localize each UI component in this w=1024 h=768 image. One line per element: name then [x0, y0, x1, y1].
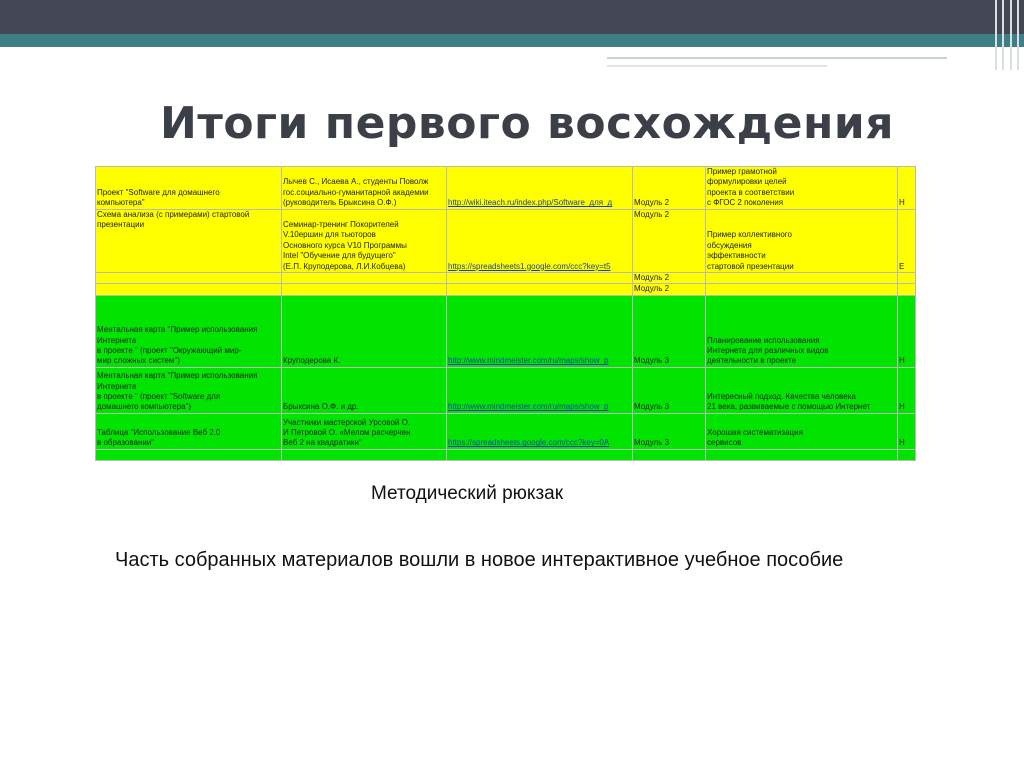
- cell-text: [634, 251, 704, 261]
- table-cell: [706, 449, 898, 460]
- cell-text: Модуль 3: [634, 356, 670, 366]
- cell-text: эффективности: [707, 251, 766, 261]
- slide-title: Итоги первого восхождения: [160, 98, 894, 149]
- caption: Методический рюкзак: [371, 483, 564, 504]
- decorative-line: [607, 57, 947, 59]
- table-cell[interactable]: [447, 367, 633, 413]
- cell-text: Планирование использования: [707, 335, 820, 345]
- table-cell: [633, 413, 706, 449]
- cell-text: Модуль 2: [634, 273, 670, 283]
- cell-text: [707, 273, 896, 283]
- body-text: Часть собранных материалов вошли в новое интерактивное учебное пособие: [115, 549, 844, 571]
- cell-text: Н: [899, 438, 905, 448]
- cell-text: Интернета: [97, 381, 137, 391]
- table-cell[interactable]: [447, 413, 633, 449]
- cell-text: сервисов: [707, 438, 742, 448]
- cell-text: деятельности в проекте: [707, 356, 797, 366]
- table-cell: [898, 284, 916, 295]
- table-cell: [706, 413, 898, 449]
- cell-text: [707, 220, 896, 230]
- cell-text: 21 века, развиваемые с помощью Интернет: [707, 402, 871, 412]
- cell-text: Модуль 3: [634, 402, 670, 412]
- cell-text: [707, 284, 896, 294]
- cell-text: в проекте " (проект "Окружающий мир-: [97, 346, 242, 356]
- table-cell: [898, 367, 916, 413]
- cell-text: Ментальная карта "Пример использования: [97, 371, 258, 381]
- cell-text: [283, 273, 445, 283]
- table-cell: [282, 284, 447, 295]
- table-cell: [282, 413, 447, 449]
- cell-text: Модуль 2: [634, 284, 670, 294]
- cell-text: Веб 2 на квадратики": [283, 438, 362, 448]
- table-cell: [633, 209, 706, 272]
- spreadsheet-image: [95, 166, 905, 448]
- table-cell[interactable]: [447, 209, 633, 272]
- table-cell: [633, 273, 706, 284]
- cell-text: [634, 241, 704, 251]
- table-cell: [447, 273, 633, 284]
- cell-text: [448, 450, 631, 460]
- cell-text: [283, 284, 445, 294]
- table-cell: [96, 209, 282, 272]
- table-cell: [898, 209, 916, 272]
- cell-text: (руководитель Брыксина О.Ф.): [283, 198, 397, 208]
- cell-text: гос.социально-гуманитарной академии: [283, 187, 429, 197]
- cell-text: стартовой презентации: [707, 261, 794, 271]
- table-row: [96, 367, 916, 413]
- cell-text: [97, 251, 280, 261]
- table-cell: [633, 284, 706, 295]
- table-cell: [898, 449, 916, 460]
- table-cell: [706, 209, 898, 272]
- cell-text: [899, 273, 914, 283]
- table-cell: [282, 295, 447, 367]
- table-cell: [96, 167, 282, 210]
- decorative-vertical-line: [1010, 0, 1012, 70]
- cell-text: в образовании": [97, 438, 155, 448]
- cell-text: Intel "Обучение для будущего": [283, 251, 396, 261]
- cell-text: Брыксина О.Ф. и др.: [283, 402, 359, 412]
- table-row: [96, 295, 916, 367]
- cell-text: https://spreadsheets.google.com/ccc?key=0A: [448, 438, 610, 448]
- cell-text: [97, 262, 280, 272]
- cell-text: Интернета для различных видов: [707, 346, 829, 356]
- decorative-vertical-line: [1017, 0, 1019, 70]
- decorative-vertical-line: [1002, 0, 1004, 70]
- cell-text: в проекте " (проект "Software для: [97, 392, 221, 402]
- cell-text: [97, 230, 280, 240]
- cell-text: проекта в соответствии: [707, 187, 795, 197]
- cell-text: [448, 284, 631, 294]
- table-row: [96, 209, 916, 272]
- cell-text: https://spreadsheets1.google.com/ccc?key=t5: [448, 261, 611, 271]
- table-cell: [706, 167, 898, 210]
- table-cell: [633, 449, 706, 460]
- cell-text: [97, 284, 280, 294]
- cell-text: Схема анализа (с примерами) стартовой: [97, 209, 250, 219]
- table-cell: [706, 273, 898, 284]
- cell-text: http://www.mindmeister.com/ru/maps/show_p: [448, 402, 609, 412]
- table-cell: [96, 284, 282, 295]
- table-cell: [706, 295, 898, 367]
- cell-text: (Е.П. Круподерова, Л.И.Кобцева): [283, 261, 406, 271]
- table-cell: [633, 295, 706, 367]
- cell-text: Лычев С., Исаева А., студенты Поволж: [283, 177, 429, 187]
- cell-text: [634, 220, 704, 230]
- table-cell: [96, 295, 282, 367]
- cell-text: формулировки целей: [707, 177, 787, 187]
- cell-text: Хорошая систематизация: [707, 428, 803, 438]
- cell-text: Основного курса V10 Программы: [283, 240, 407, 250]
- table-cell: [282, 209, 447, 272]
- decorative-vertical-line: [995, 0, 997, 70]
- cell-text: Е: [899, 261, 905, 271]
- cell-text: презентации: [97, 220, 145, 230]
- table-row: [96, 167, 916, 210]
- cell-text: обсуждения: [707, 240, 752, 250]
- table-cell[interactable]: [447, 167, 633, 210]
- cell-text: [899, 284, 914, 294]
- cell-text: Интересный подход. Качества человека: [707, 392, 856, 402]
- table-cell: [706, 284, 898, 295]
- teal-accent-band: [0, 34, 1024, 47]
- table-cell: [706, 367, 898, 413]
- cell-text: Таблица "Использование Веб 2.0: [97, 428, 221, 438]
- table-cell: [898, 413, 916, 449]
- cell-text: http://wiki.iteach.ru/index.php/Software_для_д: [448, 198, 613, 208]
- cell-text: Н: [899, 356, 905, 366]
- cell-text: Ментальная карта "Пример использования: [97, 325, 258, 335]
- table-cell: [633, 367, 706, 413]
- cell-text: [634, 450, 704, 460]
- cell-text: мир сложных систем"): [97, 356, 180, 366]
- cell-text: Н: [899, 198, 905, 208]
- cell-text: Модуль 2: [634, 198, 670, 208]
- cell-text: [899, 450, 914, 460]
- table-cell: [633, 167, 706, 210]
- table-cell: [96, 367, 282, 413]
- cell-text: с ФГОС 2 поколения: [707, 198, 784, 208]
- cell-text: [634, 230, 704, 240]
- cell-text: компьютера": [97, 198, 145, 208]
- cell-text: Семинар-тренинг Покорителей: [283, 220, 399, 230]
- decorative-line: [607, 65, 827, 67]
- table-cell: [447, 284, 633, 295]
- cell-text: [97, 450, 280, 460]
- table-row: [96, 284, 916, 295]
- cell-text: Модуль 2: [634, 209, 670, 219]
- table-row: [96, 273, 916, 284]
- top-dark-band: [0, 0, 1024, 34]
- cell-text: [97, 241, 280, 251]
- cell-text: [283, 450, 445, 460]
- cell-text: [707, 450, 896, 460]
- table-cell: [447, 449, 633, 460]
- cell-text: Пример коллективного: [707, 230, 792, 240]
- table-cell: [282, 167, 447, 210]
- table-row: [96, 413, 916, 449]
- table-cell: [282, 273, 447, 284]
- table-row: [96, 449, 916, 460]
- table-cell: [96, 273, 282, 284]
- cell-text: Участники мастерской Урсовой О.: [283, 417, 411, 427]
- cell-text: V.10ершин для тьюторов: [283, 230, 376, 240]
- table-cell: [898, 167, 916, 210]
- table-cell: [96, 413, 282, 449]
- spreadsheet-table: [95, 166, 916, 461]
- table-cell: [898, 295, 916, 367]
- cell-text: Н: [899, 402, 905, 412]
- cell-text: Пример грамотной: [707, 167, 777, 176]
- table-cell: [282, 367, 447, 413]
- table-cell: [282, 449, 447, 460]
- cell-text: Модуль 3: [634, 438, 670, 448]
- table-cell[interactable]: [447, 295, 633, 367]
- cell-text: Круподерова К.: [283, 356, 341, 366]
- cell-text: И Петровой О. «Мелом расчерчен: [283, 428, 411, 438]
- cell-text: http://www.mindmeister.com/ru/maps/show_p: [448, 356, 609, 366]
- cell-text: Интернета: [97, 335, 137, 345]
- cell-text: домашнего компьютера"): [97, 402, 192, 412]
- cell-text: Проект "Software для домашнего: [97, 187, 220, 197]
- cell-text: [448, 273, 631, 283]
- cell-text: [97, 273, 280, 283]
- table-cell: [898, 273, 916, 284]
- table-cell: [96, 449, 282, 460]
